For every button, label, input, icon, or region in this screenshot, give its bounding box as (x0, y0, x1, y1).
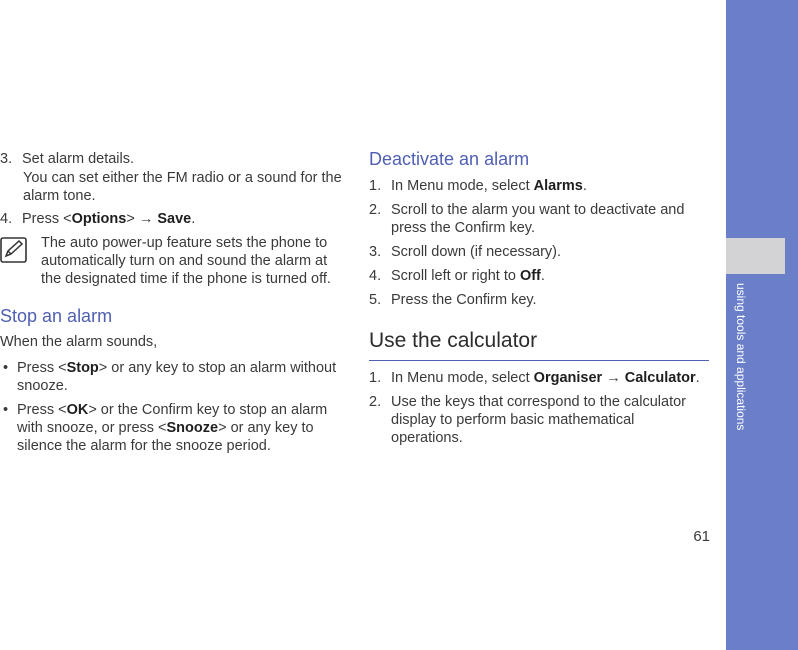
deactivate-steps (369, 177, 709, 309)
list-item: 5. Press the Confirm key. (369, 292, 537, 308)
bullet-mid: > or the Confirm key to stop an alarm with snooze, or press < (17, 402, 328, 436)
step-number: 4. (0, 211, 13, 227)
section-tab-highlight (726, 238, 785, 274)
list-item: 1. In Menu mode, select Alarms. (369, 178, 587, 194)
step-3 (0, 150, 345, 168)
bullet-suffix: > or any key to stop an alarm without snooze. (17, 360, 337, 394)
step-text-prefix: Press < (22, 211, 72, 227)
bullet-prefix: Press < (17, 360, 67, 376)
step-text-suffix: . (191, 211, 196, 227)
stop-key: Stop (66, 360, 99, 376)
left-column (0, 150, 345, 461)
page-number: 61 (693, 528, 710, 545)
options-key: Options (71, 211, 127, 227)
list-item: 1. In Menu mode, select Organiser → Calculator. (369, 370, 700, 386)
list-item: 4. Scroll left or right to Off. (369, 268, 545, 284)
section-label: using tools and applications (734, 283, 748, 431)
organiser-key: Organiser (533, 370, 603, 386)
step-4 (0, 210, 345, 228)
off-key: Off (519, 268, 541, 284)
right-column (369, 148, 709, 453)
save-key: Save (157, 211, 192, 227)
note-text: The auto power-up feature sets the phone to automatically turn on and sound the alarm at the designated time if the phone is turned off. (41, 235, 331, 287)
bullet-item: • Press <OK> or the Confirm key to stop an alarm with snooze, or press <Snooze> or any key to silence the alarm for the snooze period. (3, 402, 328, 454)
step-number: 3. (0, 151, 13, 167)
step-3-detail: You can set either the FM radio or a sound for the alarm tone. (23, 170, 342, 204)
snooze-key: Snooze (166, 420, 219, 436)
list-item: 2. Use the keys that correspond to the calculator display to perform basic mathematical operations. (369, 394, 686, 446)
calculator-key: Calculator (624, 370, 696, 386)
calculator-steps (369, 369, 709, 447)
note-pencil-icon (0, 237, 27, 263)
bullet-suffix: > or any key to silence the alarm for the snooze period. (17, 420, 314, 454)
bullet-prefix: Press < (17, 402, 67, 418)
calculator-heading: Use the calculator (369, 329, 709, 361)
deactivate-alarm-heading: Deactivate an alarm (369, 149, 530, 169)
list-item: 2. Scroll to the alarm you want to deactivate and press the Confirm key. (369, 202, 685, 236)
bullet-item: • Press <Stop> or any key to stop an alarm without snooze. (3, 360, 337, 394)
stop-alarm-intro: When the alarm sounds, (0, 334, 158, 350)
step-text: Set alarm details. (22, 151, 135, 167)
alarms-key: Alarms (533, 178, 583, 194)
note-block (0, 234, 345, 288)
step-text-mid: > → (126, 211, 158, 227)
stop-alarm-heading: Stop an alarm (0, 306, 113, 326)
list-item: 3. Scroll down (if necessary). (369, 244, 562, 260)
ok-key: OK (66, 402, 89, 418)
